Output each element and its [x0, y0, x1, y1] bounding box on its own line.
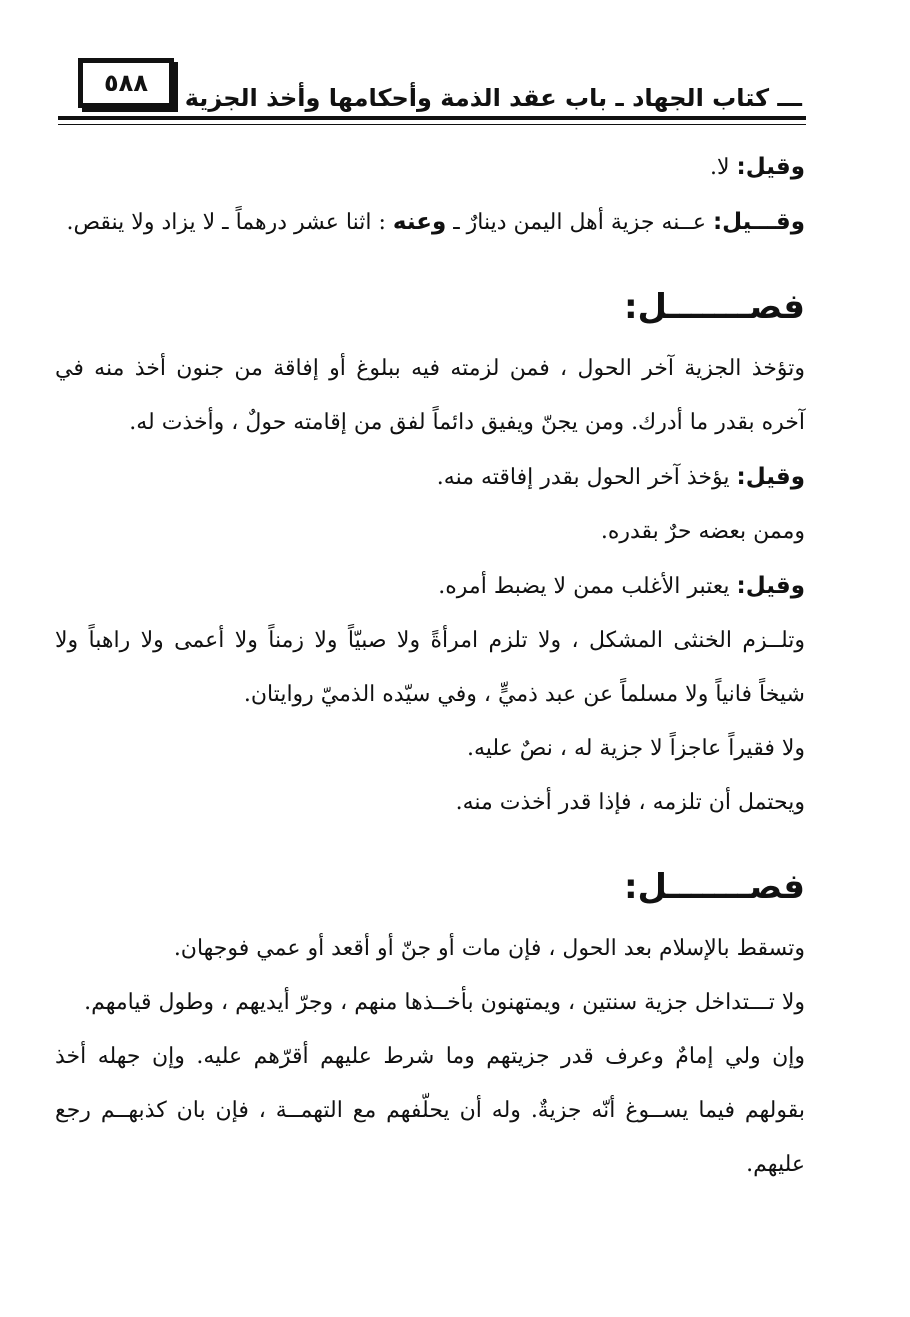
paragraph-text: وتلــزم الخنثى المشكل ، ولا تلزم امرأةً ولا صبيّاً ولا زمناً ولا أعمى ولا راهباً ولا شيخاً فانياً ولا مسلماً عن عبد ذميٍّ ، وفي سيّده الذميّ روايتان.: [55, 628, 805, 707]
term-label: وعنه: [392, 209, 447, 235]
paragraph-text: وتسقط بالإسلام بعد الحول ، فإن مات أو جنّ أو أقعد أو عمي فوجهان.: [173, 936, 805, 961]
paragraph: [55, 505, 805, 559]
paragraph: [55, 722, 805, 776]
paragraph: [55, 922, 805, 976]
paragraph-text: : اثنا عشر درهماً ـ لا يزاد ولا ينقص.: [66, 210, 393, 235]
paragraph: [55, 776, 805, 830]
term-label: وقيل:: [736, 573, 805, 599]
spacer: [55, 830, 805, 852]
paragraph-text: ويحتمل أن تلزمه ، فإذا قدر أخذت منه.: [455, 790, 805, 815]
paragraph-text: وإن ولي إمامٌ وعرف قدر جزيتهم وما شرط عليهم أقرّهم عليه. وإن جهله أخذ بقولهم فيما يســوغ أنّه جزيةٌ. وله أن يحلّفهم مع التهمــة ، فإن بان كذبهــم رجع عليهم.: [55, 1044, 805, 1177]
section-heading: فصـــــــل:: [623, 867, 805, 907]
term-label: وقـــيل:: [712, 209, 805, 235]
running-header: ـــ كتاب الجهاد ـ باب عقد الذمة وأحكامها وأخذ الجزية ـــ: [151, 84, 802, 112]
page-number-text: ٥٨٨: [104, 69, 148, 97]
paragraph: [55, 140, 805, 195]
paragraph: [55, 976, 805, 1030]
body-text: [55, 140, 805, 1192]
paragraph-text: ولا تـــتداخل جزية سنتين ، ويمتهنون بأخــذها منهم ، وجرّ أيديهم ، وطول قيامهم.: [84, 990, 805, 1015]
paragraph: [55, 342, 805, 450]
paragraph-text: عــنه جزية أهل اليمن دينارٌ ـ: [446, 210, 713, 235]
paragraph: [55, 195, 805, 250]
section-heading: فصـــــــل:: [623, 287, 805, 327]
paragraph: [55, 559, 805, 614]
paragraph: [55, 1030, 805, 1192]
header-rule-thin: [58, 124, 806, 125]
paragraph-text: يؤخذ آخر الحول بقدر إفاقته منه.: [436, 465, 737, 490]
paragraph: [55, 450, 805, 505]
term-label: وقيل:: [736, 464, 805, 490]
paragraph-text: يعتبر الأغلب ممن لا يضبط أمره.: [438, 574, 737, 599]
paragraph-text: ولا فقيراً عاجزاً لا جزية له ، نصٌ عليه.: [466, 736, 805, 761]
header-rule-thick: [58, 116, 806, 120]
paragraph: [55, 614, 805, 722]
term-label: وقيل:: [736, 154, 805, 180]
paragraph-text: وتؤخذ الجزية آخر الحول ، فمن لزمته فيه ببلوغ أو إفاقة من جنون أخذ منه في آخره بقدر ما أدرك. ومن يجنّ ويفيق دائماً لفق من إقامته حولٌ ، وأخذت له.: [55, 356, 805, 435]
paragraph-text: وممن بعضه حرٌ بقدره.: [600, 519, 805, 544]
spacer: [55, 250, 805, 272]
paragraph-text: لا.: [709, 155, 737, 180]
